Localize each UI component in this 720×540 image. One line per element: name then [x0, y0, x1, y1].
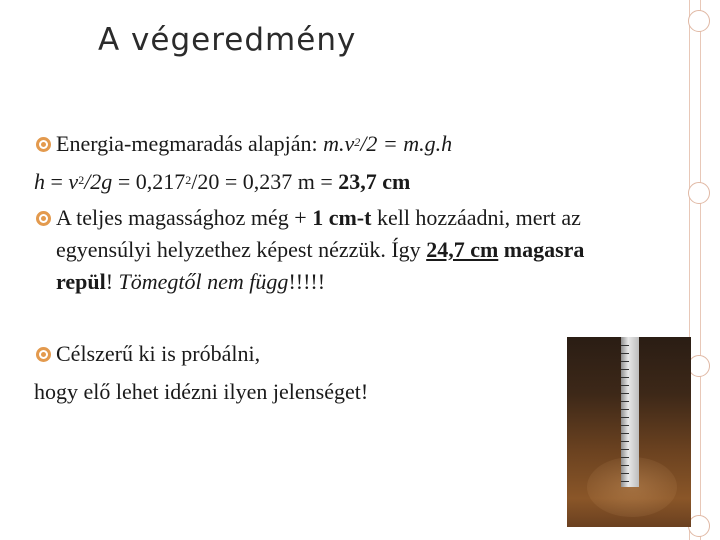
text: /20 = 0,237 m = [191, 169, 339, 194]
text: Energia-megmaradás alapján: [56, 131, 324, 156]
text: egyensúlyi helyzethez képest nézzük. Így [56, 237, 427, 262]
italic-text: Tömegtől nem függ [118, 269, 289, 294]
superscript: 2 [78, 173, 85, 187]
result-value: 23,7 cm [338, 169, 411, 194]
bold-text: repül [56, 269, 106, 294]
bullet-icon [36, 137, 51, 152]
bullet-total-height [56, 204, 581, 232]
text: ! [105, 269, 119, 294]
formula-h: h [34, 169, 45, 194]
text: kell hozzáadni, mert az [371, 205, 581, 230]
bold-text: magasra [498, 237, 585, 262]
bold-text: 1 cm-t [312, 205, 372, 230]
formula-g: /2g [84, 169, 113, 194]
bullet-try: Célszerű ki is próbálni, [56, 341, 261, 366]
text: A teljes magassághoz még + [56, 205, 313, 230]
bullet-icon [36, 347, 51, 362]
formula-v: v [68, 169, 79, 194]
bullet-total-height-line2 [56, 236, 584, 264]
ruler-image [621, 337, 639, 487]
frame-ring [688, 182, 710, 204]
slide-title: A végeredmény [98, 22, 357, 58]
bullet-icon [36, 211, 51, 226]
bullet-total-height-line3 [56, 268, 325, 296]
text: = [45, 169, 69, 194]
underlined-value: 24,7 cm [426, 237, 499, 262]
superscript: 2 [354, 135, 361, 149]
frame-ring [688, 10, 710, 32]
formula: /2 = m.g.h [360, 131, 453, 156]
frame-line [700, 0, 701, 540]
formula: m.v [323, 131, 355, 156]
experiment-photo [567, 337, 691, 527]
bullet-energy [56, 130, 452, 158]
frame-ring [688, 515, 710, 537]
text: !!!!! [288, 269, 326, 294]
frame-ring [688, 355, 710, 377]
closing-line: hogy elő lehet idézni ilyen jelenséget! [34, 379, 369, 404]
text: = 0,217 [112, 169, 186, 194]
superscript: 2 [185, 173, 192, 187]
formula-line [34, 168, 410, 196]
